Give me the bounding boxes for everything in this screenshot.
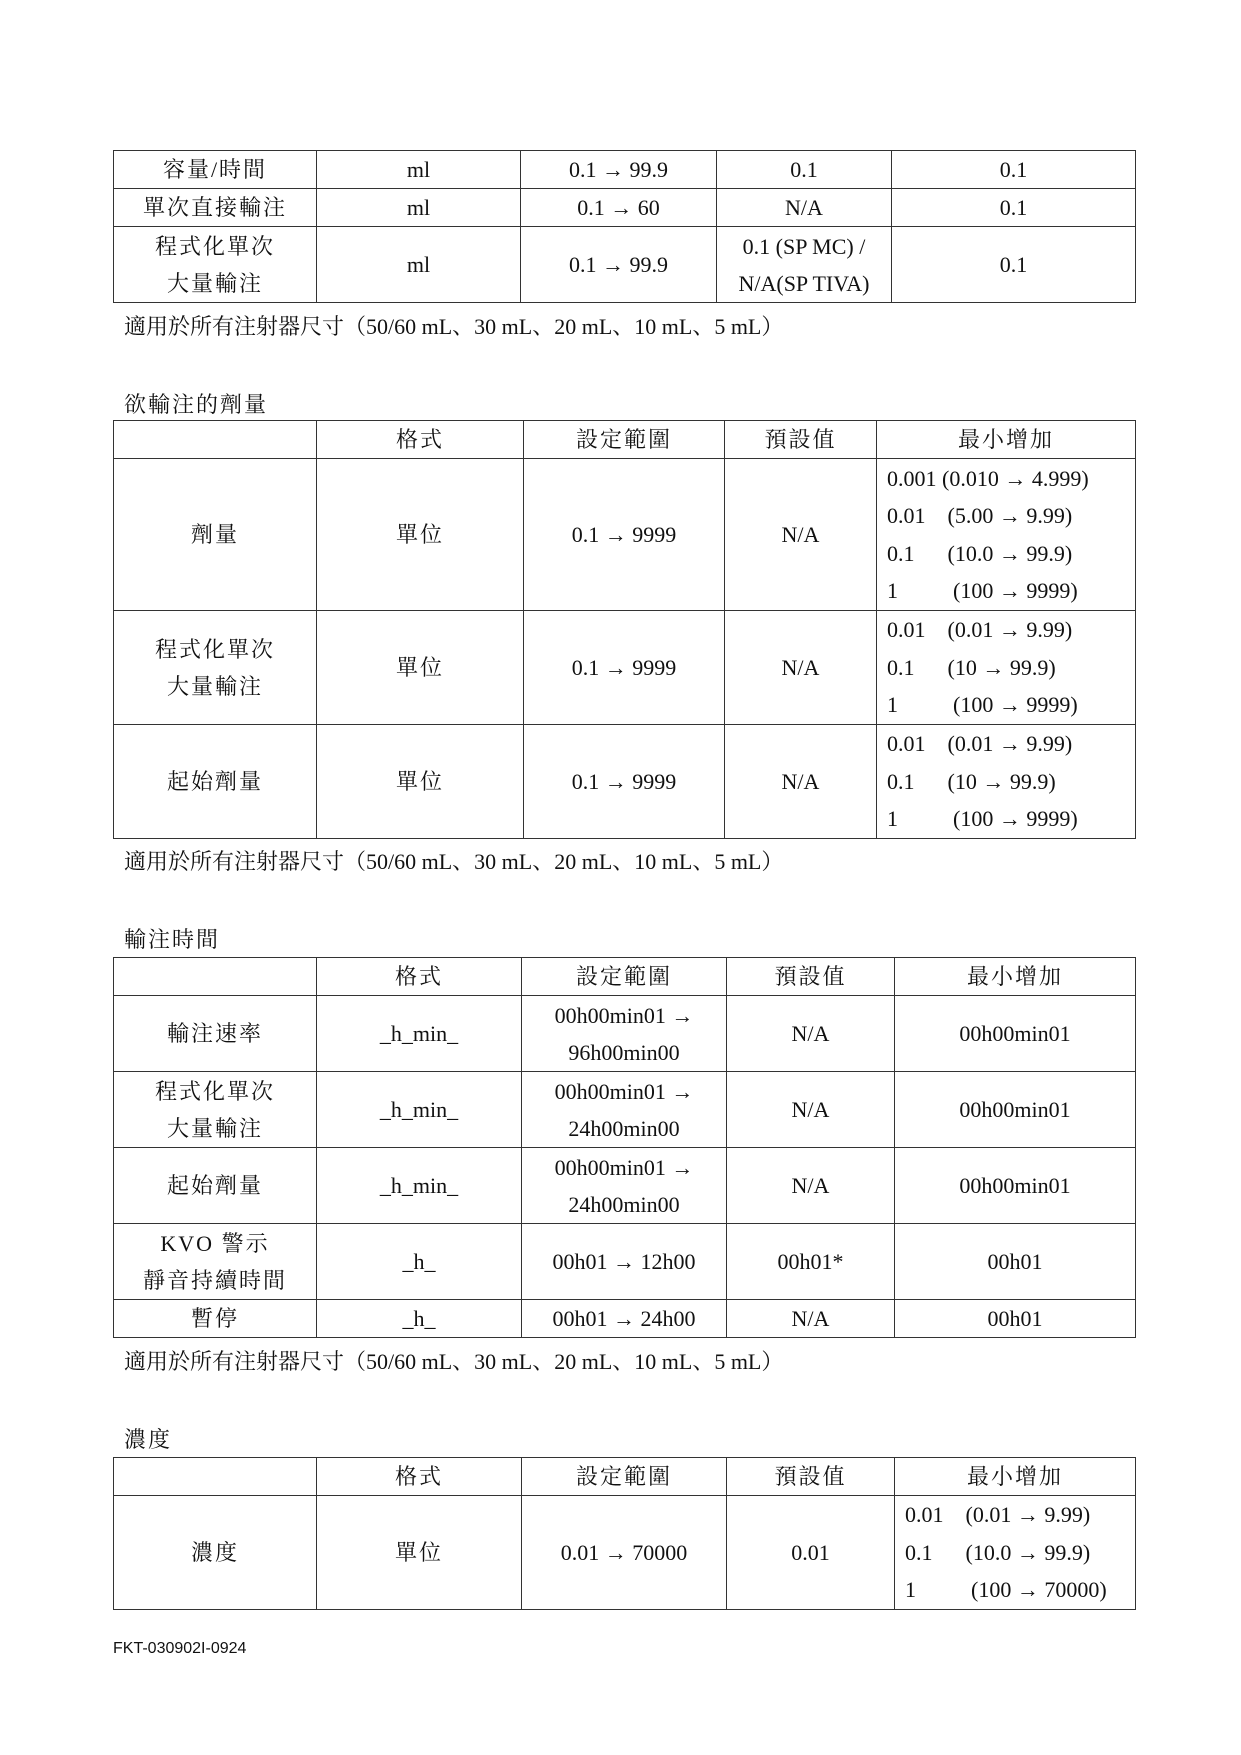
default-cell — [717, 227, 892, 303]
range-line: 24h00min00 — [568, 1115, 680, 1141]
format-cell: _h_ — [317, 1300, 522, 1338]
format-cell: 單位 — [317, 611, 524, 725]
format-cell: _h_min_ — [317, 1072, 522, 1148]
table-row — [114, 996, 1136, 1072]
param-line: 靜音持續時間 — [142, 1267, 287, 1293]
range-cell: 0.1 → 99.9 — [521, 151, 717, 189]
header-min-inc: 最小增加 — [895, 1458, 1136, 1496]
default-cell: 00h01* — [727, 1224, 895, 1300]
section-title: 濃度 — [124, 1427, 173, 1452]
param-line: 大量輸注 — [166, 673, 263, 699]
default-line: 0.1 (SP MC) / — [742, 233, 866, 259]
inc-line: 1 (100 → 9999) — [887, 806, 1078, 832]
table-row — [114, 1496, 1136, 1610]
param-line: 大量輸注 — [166, 270, 263, 296]
range-line: 24h00min00 — [568, 1191, 680, 1217]
range-cell — [522, 1148, 727, 1224]
header-default: 預設值 — [727, 958, 895, 996]
table-header-row — [114, 421, 1136, 459]
default-cell: 0.01 — [727, 1496, 895, 1610]
range-line: 96h00min00 — [568, 1039, 680, 1065]
concentration-table-block — [113, 1457, 1135, 1610]
inc-line: 0.001 (0.010 → 4.999) — [887, 465, 1089, 491]
default-cell: N/A — [725, 611, 877, 725]
default-cell: N/A — [727, 1072, 895, 1148]
range-cell: 0.1 → 9999 — [524, 459, 725, 611]
table-row — [114, 611, 1136, 725]
param-cell — [114, 1072, 317, 1148]
header-format: 格式 — [317, 1458, 522, 1496]
min-inc-cell — [895, 1496, 1136, 1610]
header-min-inc: 最小增加 — [877, 421, 1136, 459]
header-cell-blank — [114, 1458, 317, 1496]
dose-table — [113, 420, 1136, 839]
inc-line: 0.01 (0.01 → 9.99) — [905, 1502, 1091, 1528]
min-inc-cell: 00h00min01 — [895, 1072, 1136, 1148]
param-line: KVO 警示 — [160, 1230, 270, 1256]
default-cell: N/A — [725, 459, 877, 611]
document-code: FKT-030902I-0924 — [113, 1640, 247, 1657]
concentration-table — [113, 1457, 1136, 1610]
param-cell: 起始劑量 — [114, 1148, 317, 1224]
table-row — [114, 725, 1136, 839]
min-inc-cell — [877, 725, 1136, 839]
param-cell: 暫停 — [114, 1300, 317, 1338]
min-inc-cell — [877, 459, 1136, 611]
param-line: 程式化單次 — [154, 636, 275, 662]
param-cell: 濃度 — [114, 1496, 317, 1610]
header-range: 設定範圍 — [522, 958, 727, 996]
param-cell: 輸注速率 — [114, 996, 317, 1072]
min-inc-cell: 0.1 — [892, 189, 1136, 227]
syringe-note: 適用於所有注射器尺寸（50/60 mL、30 mL、20 mL、10 mL、5 mL） — [124, 849, 784, 874]
header-format: 格式 — [317, 958, 522, 996]
header-default: 預設值 — [725, 421, 877, 459]
param-cell — [114, 1224, 317, 1300]
inc-line: 0.1 (10.0 → 99.9) — [905, 1539, 1091, 1565]
inc-line: 1 (100 → 70000) — [905, 1577, 1107, 1603]
section-title: 欲輸注的劑量 — [124, 392, 269, 417]
header-format: 格式 — [317, 421, 524, 459]
param-cell: 劑量 — [114, 459, 317, 611]
range-line: 00h00min01 → — [554, 1002, 694, 1028]
syringe-note: 適用於所有注射器尺寸（50/60 mL、30 mL、20 mL、10 mL、5 mL） — [124, 1349, 784, 1374]
table-row — [114, 1072, 1136, 1148]
range-cell: 0.1 → 9999 — [524, 725, 725, 839]
table-row — [114, 1148, 1136, 1224]
inc-line: 1 (100 → 9999) — [887, 692, 1078, 718]
range-cell: 00h01 → 24h00 — [522, 1300, 727, 1338]
format-cell: _h_min_ — [317, 1148, 522, 1224]
range-cell: 0.1 → 9999 — [524, 611, 725, 725]
header-range: 設定範圍 — [522, 1458, 727, 1496]
table-row — [114, 1224, 1136, 1300]
table-volume-time — [113, 150, 1136, 303]
range-cell — [522, 996, 727, 1072]
table-row — [114, 189, 1136, 227]
inc-line: 0.1 (10.0 → 99.9) — [887, 540, 1073, 566]
default-cell: N/A — [717, 189, 892, 227]
table-row — [114, 1300, 1136, 1338]
range-cell: 0.01 → 70000 — [522, 1496, 727, 1610]
min-inc-cell: 00h01 — [895, 1300, 1136, 1338]
format-cell: ml — [317, 189, 521, 227]
section-title: 輸注時間 — [124, 927, 221, 952]
default-cell: N/A — [725, 725, 877, 839]
format-cell: ml — [317, 227, 521, 303]
param-cell: 起始劑量 — [114, 725, 317, 839]
format-cell: ml — [317, 151, 521, 189]
default-cell: 0.1 — [717, 151, 892, 189]
param-cell — [114, 611, 317, 725]
range-line: 00h00min01 → — [554, 1078, 694, 1104]
inc-line: 0.01 (0.01 → 9.99) — [887, 731, 1073, 757]
header-cell-blank — [114, 958, 317, 996]
min-inc-cell: 0.1 — [892, 151, 1136, 189]
range-cell: 0.1 → 99.9 — [521, 227, 717, 303]
header-default: 預設值 — [727, 1458, 895, 1496]
param-cell — [114, 227, 317, 303]
param-line: 程式化單次 — [154, 1078, 275, 1104]
time-table-block — [113, 957, 1135, 1338]
table-row — [114, 151, 1136, 189]
default-cell: N/A — [727, 1300, 895, 1338]
time-table — [113, 957, 1136, 1338]
default-cell: N/A — [727, 996, 895, 1072]
inc-line: 0.1 (10 → 99.9) — [887, 654, 1056, 680]
param-line: 大量輸注 — [166, 1115, 263, 1141]
header-range: 設定範圍 — [524, 421, 725, 459]
min-inc-cell: 00h00min01 — [895, 1148, 1136, 1224]
format-cell: _h_min_ — [317, 996, 522, 1072]
format-cell: _h_ — [317, 1224, 522, 1300]
inc-line: 1 (100 → 9999) — [887, 578, 1078, 603]
range-cell: 00h01 → 12h00 — [522, 1224, 727, 1300]
param-cell: 單次直接輸注 — [114, 189, 317, 227]
table-row — [114, 459, 1136, 611]
inc-line: 0.01 (5.00 → 9.99) — [887, 503, 1073, 528]
min-inc-cell — [877, 611, 1136, 725]
range-cell: 0.1 → 60 — [521, 189, 717, 227]
param-cell: 容量/時間 — [114, 151, 317, 189]
table-header-row — [114, 958, 1136, 996]
min-inc-cell: 00h01 — [895, 1224, 1136, 1300]
table-header-row — [114, 1458, 1136, 1496]
format-cell: 單位 — [317, 1496, 522, 1610]
header-min-inc: 最小增加 — [895, 958, 1136, 996]
header-cell-blank — [114, 421, 317, 459]
syringe-note: 適用於所有注射器尺寸（50/60 mL、30 mL、20 mL、10 mL、5 mL） — [124, 314, 784, 339]
format-cell: 單位 — [317, 459, 524, 611]
min-inc-cell: 00h00min01 — [895, 996, 1136, 1072]
format-cell: 單位 — [317, 725, 524, 839]
table-volume-time-block — [113, 150, 1135, 303]
inc-line: 0.1 (10 → 99.9) — [887, 768, 1056, 794]
table-row — [114, 227, 1136, 303]
min-inc-cell: 0.1 — [892, 227, 1136, 303]
dose-table-block — [113, 420, 1135, 839]
range-cell — [522, 1072, 727, 1148]
range-line: 00h00min01 → — [554, 1154, 694, 1180]
default-line: N/A(SP TIVA) — [738, 270, 870, 296]
default-cell: N/A — [727, 1148, 895, 1224]
param-line: 程式化單次 — [154, 233, 275, 259]
inc-line: 0.01 (0.01 → 9.99) — [887, 617, 1073, 643]
